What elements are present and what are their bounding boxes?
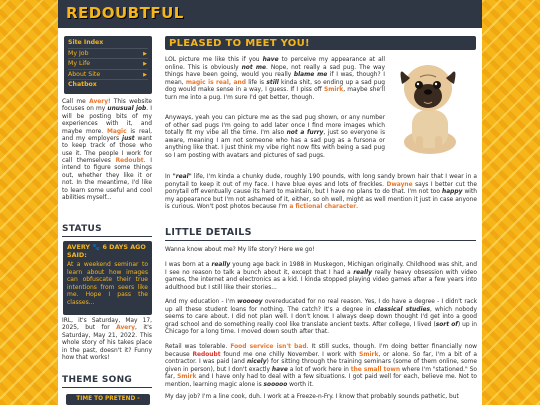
theme-song-divider [62, 387, 152, 388]
status-heading: STATUS [62, 224, 102, 234]
link-smirk[interactable]: Smirk [323, 87, 344, 93]
link-small-town[interactable]: the small town [350, 366, 401, 373]
details-para-childhood: I was born at a really young age back in 1988 in Muskegon, Michigan originally. Childhood was shit, and I see no reason to talk a bunch about it, except that I had a really really heavy obsession with video games, the internet and electronics as a kid. I kinda stopped playing video games after a few years into adulthood but I still like their stories... [165, 262, 477, 291]
status-divider [62, 236, 152, 237]
link-redoubt[interactable]: Redoubt [192, 351, 221, 358]
pug-leg-left [416, 136, 423, 152]
link-avery[interactable]: Avery [89, 99, 109, 105]
link-redoubt[interactable]: Redoubt [115, 158, 144, 164]
link-smirk[interactable]: Smirk [177, 374, 197, 380]
link-dwayne[interactable]: Dwayne [386, 181, 413, 188]
nav-item-my-job[interactable] [68, 49, 148, 60]
status-timestamp: 6 DAYS AGO SAID: [67, 243, 146, 259]
nav-item-site-index[interactable] [68, 38, 148, 49]
chevron-right-icon: ▶ [143, 71, 147, 78]
site-title[interactable]: REDOUBTFUL [66, 4, 184, 22]
nav-item-label: My Life [68, 60, 91, 67]
details-para-dayjob: My day job? I'm a line cook, duh. I work at a Freeze-n-Fry. I know that probably sounds pathetic, but [165, 394, 459, 400]
theme-song-heading: THEME SONG [62, 375, 133, 385]
chevron-right-icon: ▶ [143, 50, 147, 57]
pug-eye-left [415, 81, 423, 89]
link-avery[interactable]: Avery [116, 325, 136, 332]
status-box [63, 241, 152, 315]
link-food-service[interactable]: Food service isn't bad [230, 344, 307, 350]
pug-eye-glint-left [417, 83, 419, 85]
link-magic[interactable]: Magic [107, 128, 127, 135]
pug-eye-glint-right [435, 83, 437, 85]
status-author: AVERY [67, 243, 91, 251]
about-para-2: Anyways, yeah you can picture me as the sad pug shown, or any number of other sad pugs I'm going to add later once I find more images which totally fit my vibe all the time. I'm also not a furry, just so everyone is aware, meaning I am not someone who has a sad pug as a fursona or anything like that. I just think my vibe right now fits with being a sad pug so I am posting with avatars and pictures of sad pugs. [165, 115, 386, 159]
sidebar-nav [64, 36, 152, 94]
status-header [67, 244, 148, 259]
little-details-divider [165, 240, 476, 241]
pleased-heading: PLEASED TO MEET YOU! [169, 38, 310, 49]
main-heading-bar [165, 36, 476, 50]
nav-item-about-site[interactable] [68, 70, 148, 81]
nav-item-label: Chatbox [68, 81, 97, 88]
details-intro: Wanna know about me? My life story? Here we go! [165, 247, 315, 253]
details-para-education: And my education - I'm wooooy overeducated for no real reason. Yes, I do have a degree - I didn't rack up all these student loans for nothing. The catch? It's a degree in classical studies, which nobody seems to care about. I did not plan well. I don't know. I always deep down thought I'd get into a good grad school and do something really cool like translate ancient texts. After college, I lived (sort of) up in Chicago for a long time. I moved down south after that. [165, 299, 477, 335]
details-para-work: Retail was tolerable. Food service isn't bad. It still sucks, though. I'm doing better financially now because Redoubt found me one chilly November. I work with Smirk, or alone. So far, I'm a bit of a contractor. I was paid (and nicely) for sitting through the training seminars (some of them online, some given in person), but I don't exactly have a lot of work here in the small town where I'm "stationed." So far, Smirk and I have only had to deal with a few situations. I got paid well for each, believe me. Not to mention, learning magic alone is sooooo worth it. [165, 344, 477, 388]
chevron-right-icon: ▶ [143, 61, 147, 67]
theme-song-button[interactable]: TIME TO PRETEND - [66, 394, 150, 405]
sad-pug-image [388, 58, 470, 156]
about-para-1: LOL picture me like this if you have to perceive my appearance at all online. This is obviously not me. Nope, not really a sad pug. The way things have been going, would you really blame me if I was, though? I mean, magic is real, and life is still kinda shit, so ending up a sad pug dog would make sense in a way, I guess. If I piss off Smirk, maybe she'll turn me into a pug. I'm sure I'd get better, though. [165, 57, 386, 101]
nav-item-chatbox[interactable] [68, 80, 148, 91]
link-smirk[interactable]: Smirk [359, 351, 379, 358]
paw-icon: 🐾 [92, 243, 101, 251]
pug-nose [424, 89, 432, 94]
intro-text: Call me Avery! This website focuses on my unusual job. I will be posting bits of my experiences with it, and maybe more. Magic is real, and my employers just want to keep track of those who use it. The people I work for call themselves Redoubt. I intend to figure some things out, whether they like it or not. In the meantime, I'd like to learn some useful and cool abilities myself... [62, 99, 153, 201]
link-fictional-character[interactable]: a fictional character [289, 204, 357, 210]
site-header [58, 0, 482, 28]
nav-item-my-life[interactable] [68, 59, 148, 70]
about-para-3: In "real" life, I'm kinda a chunky dude, roughly 190 pounds, with long sandy brown hair that I wear in a ponytail to keep it out of my face. I have blue eyes and lots of freckles. Dwayne says I better cut the ponytail off eventually cause its hard to maintain, but I have no plans to do that. I'm not too happy with my appearance but I'm not ashamed of it, either, so oh well, might as well mention it just in case anyone is curious. Won't post photos because I'm a fictional character. [165, 174, 478, 210]
nav-item-label: My Job [68, 49, 89, 57]
nav-item-label: About Site [68, 70, 101, 78]
pug-eye-right [433, 81, 441, 89]
link-magic-real[interactable]: magic is real, and [185, 79, 246, 86]
irl-date-text: IRL, it's Saturday, May 17, 2025, but for Avery, it's Saturday, May 21, 2022. This whole story of his takes place in the past, doesn't it? Funny how that works! [62, 318, 152, 361]
little-details-heading: LITTLE DETAILS [165, 227, 252, 238]
nav-item-label: Site Index [68, 39, 104, 46]
status-message: At a weekend seminar to learn about how images can obfuscate their true intentions from seers like me. Hope I pass the classes... [67, 261, 148, 306]
pug-leg-right [435, 136, 442, 152]
